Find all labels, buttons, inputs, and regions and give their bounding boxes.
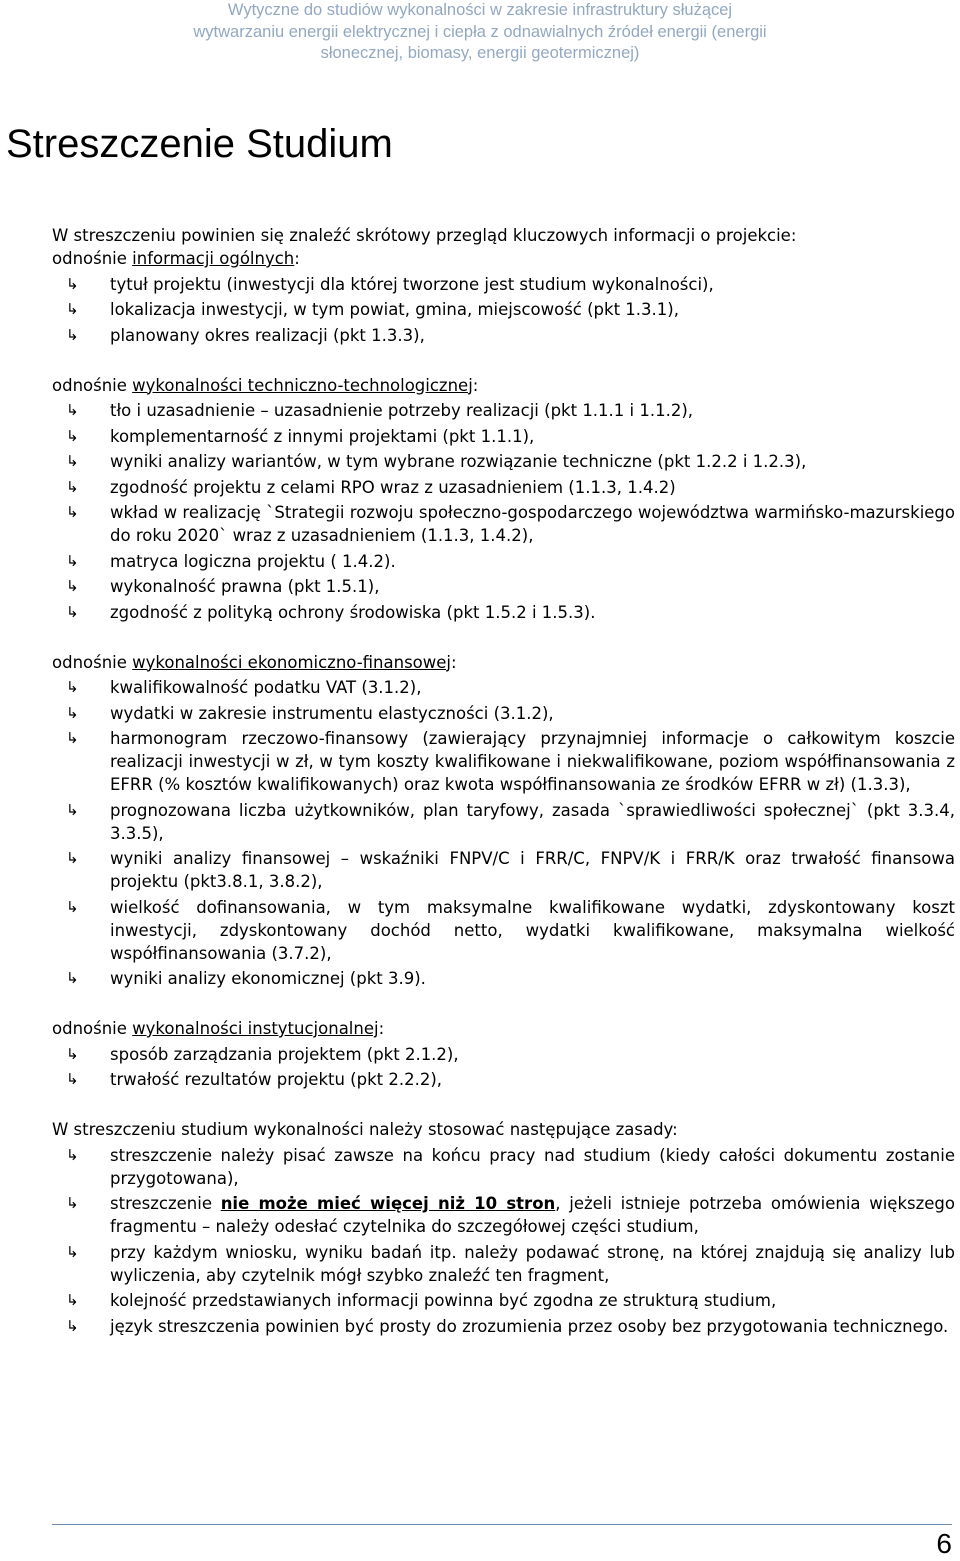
list-item bbox=[52, 967, 955, 990]
emphasis-text: nie może mieć więcej niż 10 stron bbox=[220, 1194, 556, 1213]
list-item-text: przy każdym wniosku, wyniku badań itp. należy podawać stronę, na której znajdują się analizy lub wyliczenia, aby czytelnik mógł szybko znaleźć ten fragment, bbox=[110, 1242, 955, 1285]
arrow-icon: ↳ bbox=[66, 452, 79, 470]
arrow-icon: ↳ bbox=[66, 1145, 79, 1164]
arrow-icon: ↳ bbox=[66, 602, 79, 621]
list-item bbox=[52, 799, 955, 845]
list-item-text: tytuł projektu (inwestycji dla której tworzone jest studium wykonalności), bbox=[110, 274, 714, 294]
list-item bbox=[52, 676, 955, 699]
arrow-icon: ↳ bbox=[66, 897, 79, 916]
item-list bbox=[52, 273, 955, 347]
list-item-text: zgodność projektu z celami RPO wraz z uzasadnieniem (1.1.3, 1.4.2) bbox=[110, 477, 676, 497]
list-item bbox=[52, 601, 955, 624]
heading-topic: wykonalności ekonomiczno-finansowej bbox=[132, 652, 451, 672]
rules-intro: W streszczeniu studium wykonalności należy stosować następujące zasady: bbox=[52, 1120, 678, 1139]
item-list bbox=[52, 676, 955, 990]
list-item bbox=[52, 550, 955, 573]
list-item bbox=[52, 273, 955, 296]
list-item-text: język streszczenia powinien być prosty do zrozumienia przez osoby bez przygotowania technicznego. bbox=[110, 1316, 949, 1336]
list-item-text: harmonogram rzeczowo-finansowy (zawierający przynajmniej informacje o całkowitym koszcie realizacji inwestycji w zł, w tym koszty kwalifikowane i niekwalifikowane, poziom współfinansowania z EFRR (% kosztów kwalifikowanych) oraz kwota współfinansowania ze środków EFRR w zł) (1.3.3), bbox=[110, 729, 955, 794]
list-item-text: wydatki w zakresie instrumentu elastyczności (3.1.2), bbox=[110, 703, 554, 723]
arrow-icon: ↳ bbox=[66, 1291, 79, 1309]
item-list bbox=[52, 399, 955, 624]
intro-paragraph: W streszczeniu powinien się znaleźć skrótowy przegląd kluczowych informacji o projekcie: bbox=[52, 226, 797, 245]
list-item bbox=[52, 450, 955, 473]
list-item-text: , jeżeli istnieje potrzeba omówienia większego fragmentu – należy odesłać czytelnika do szczegółowej części studium, bbox=[110, 1194, 955, 1236]
list-item bbox=[52, 1043, 955, 1066]
arrow-icon: ↳ bbox=[66, 703, 79, 722]
list-item-text: tło i uzasadnienie – uzasadnienie potrzeby realizacji (pkt 1.1.1 i 1.1.2), bbox=[110, 401, 694, 420]
heading-suffix: : bbox=[294, 249, 300, 268]
list-item-text: trwałość rezultatów projektu (pkt 2.2.2), bbox=[110, 1070, 443, 1089]
list-item-text: wykonalność prawna (pkt 1.5.1), bbox=[110, 577, 380, 596]
section-heading bbox=[52, 247, 955, 270]
heading-prefix: odnośnie bbox=[52, 652, 133, 672]
rules-list bbox=[52, 1144, 955, 1338]
arrow-icon: ↳ bbox=[66, 1044, 79, 1063]
arrow-icon: ↳ bbox=[66, 551, 79, 570]
list-item bbox=[52, 727, 955, 796]
list-item-text: matryca logiczna projektu ( 1.4.2). bbox=[110, 551, 396, 571]
heading-topic: wykonalności instytucjonalnej bbox=[132, 1019, 379, 1038]
summary-section bbox=[52, 247, 955, 347]
list-item-text: wyniki analizy finansowej – wskaźniki FNPV/C i FRR/C, FNPV/K i FRR/K oraz trwałość finansowa projektu (pkt3.8.1, 3.8.2), bbox=[110, 849, 955, 891]
heading-suffix: : bbox=[378, 1019, 385, 1038]
list-item bbox=[52, 399, 955, 422]
arrow-icon: ↳ bbox=[66, 1194, 79, 1212]
arrow-icon: ↳ bbox=[66, 401, 79, 419]
list-item bbox=[52, 1241, 955, 1287]
list-item-text: wkład w realizację `Strategii rozwoju społeczno-gospodarczego województwa warmińsko-mazurskiego do roku 2020` wraz z uzasadnieniem (1.1.3, 1.4.2), bbox=[110, 503, 955, 545]
arrow-icon: ↳ bbox=[66, 274, 79, 293]
list-item-text: wyniki analizy wariantów, w tym wybrane rozwiązanie techniczne (pkt 1.2.2 i 1.2.3), bbox=[110, 452, 807, 471]
section-heading bbox=[52, 1017, 955, 1040]
arrow-icon: ↳ bbox=[66, 969, 79, 987]
list-item bbox=[52, 298, 955, 321]
arrow-icon: ↳ bbox=[66, 678, 79, 696]
list-item bbox=[52, 1192, 955, 1238]
arrow-icon: ↳ bbox=[66, 1316, 79, 1335]
list-item-text: wielkość dofinansowania, w tym maksymalne kwalifikowane wydatki, zdyskontowany koszt inwestycji, zdyskontowany dochód netto, wydatki kwalifikowane, maksymalna wielkość współfinansowania (3.7.2), bbox=[110, 897, 955, 963]
list-item-text: komplementarność z innymi projektami (pkt 1.1.1), bbox=[110, 426, 535, 446]
list-item bbox=[52, 575, 955, 598]
arrow-icon: ↳ bbox=[66, 729, 79, 747]
arrow-icon: ↳ bbox=[66, 800, 79, 819]
heading-suffix: : bbox=[451, 652, 457, 672]
list-item bbox=[52, 501, 955, 547]
list-item bbox=[52, 702, 955, 725]
arrow-icon: ↳ bbox=[66, 577, 79, 595]
page-title: Streszczenie Studium bbox=[6, 122, 393, 166]
heading-topic: informacji ogólnych bbox=[132, 249, 295, 268]
arrow-icon: ↳ bbox=[66, 426, 79, 445]
summary-section bbox=[52, 374, 955, 624]
arrow-icon: ↳ bbox=[66, 503, 79, 521]
running-header bbox=[0, 0, 960, 65]
list-item bbox=[52, 425, 955, 448]
list-item-text: lokalizacja inwestycji, w tym powiat, gmina, miejscowość (pkt 1.3.1), bbox=[110, 300, 679, 319]
list-item bbox=[52, 1144, 955, 1190]
header-line: wytwarzaniu energii elektrycznej i ciepła z odnawialnych źródeł energii (energii bbox=[193, 22, 767, 41]
list-item bbox=[52, 1289, 955, 1312]
list-item-text: planowany okres realizacji (pkt 1.3.3), bbox=[110, 325, 425, 345]
arrow-icon: ↳ bbox=[66, 1242, 79, 1261]
list-item-text: wyniki analizy ekonomicznej (pkt 3.9). bbox=[110, 969, 426, 988]
list-item bbox=[52, 1068, 955, 1091]
list-item bbox=[52, 847, 955, 893]
list-item-text: kwalifikowalność podatku VAT (3.1.2), bbox=[110, 678, 422, 697]
document-body bbox=[52, 224, 955, 1365]
list-item-text: zgodność z polityką ochrony środowiska (pkt 1.5.2 i 1.5.3). bbox=[110, 602, 596, 622]
arrow-icon: ↳ bbox=[66, 1070, 79, 1088]
rules-section bbox=[52, 1118, 955, 1338]
sections-container bbox=[52, 247, 955, 1091]
list-item bbox=[52, 1315, 955, 1338]
heading-topic: wykonalności techniczno-technologicznej bbox=[132, 375, 473, 395]
arrow-icon: ↳ bbox=[66, 477, 79, 496]
list-item bbox=[52, 324, 955, 347]
arrow-icon: ↳ bbox=[66, 849, 79, 867]
heading-prefix: odnośnie bbox=[52, 375, 133, 395]
arrow-icon: ↳ bbox=[66, 325, 79, 344]
header-line: Wytyczne do studiów wykonalności w zakresie infrastruktury służącej bbox=[227, 1, 733, 19]
list-item-text: sposób zarządzania projektem (pkt 2.1.2), bbox=[110, 1044, 459, 1064]
heading-suffix: : bbox=[472, 375, 479, 395]
summary-section bbox=[52, 1017, 955, 1091]
footer-rule bbox=[52, 1524, 952, 1525]
item-list bbox=[52, 1043, 955, 1092]
list-item-text: streszczenie należy pisać zawsze na końcu pracy nad studium (kiedy całości dokumentu zostanie przygotowana), bbox=[110, 1145, 955, 1188]
list-item-text: prognozowana liczba użytkowników, plan taryfowy, zasada `sprawiedliwości społecznej` (pkt 3.3.4, 3.3.5), bbox=[110, 800, 955, 843]
list-item-text: kolejność przedstawianych informacji powinna być zgodna ze strukturą studium, bbox=[110, 1291, 777, 1310]
header-line: słonecznej, biomasy, energii geotermicznej) bbox=[320, 44, 640, 62]
section-heading bbox=[52, 651, 955, 674]
list-item-text: streszczenie bbox=[110, 1194, 221, 1213]
summary-section bbox=[52, 651, 955, 991]
page-number: 6 bbox=[936, 1528, 952, 1559]
list-item bbox=[52, 896, 955, 965]
heading-prefix: odnośnie bbox=[52, 249, 133, 268]
list-item bbox=[52, 476, 955, 499]
heading-prefix: odnośnie bbox=[52, 1019, 133, 1038]
section-heading bbox=[52, 374, 955, 397]
arrow-icon: ↳ bbox=[66, 300, 79, 318]
